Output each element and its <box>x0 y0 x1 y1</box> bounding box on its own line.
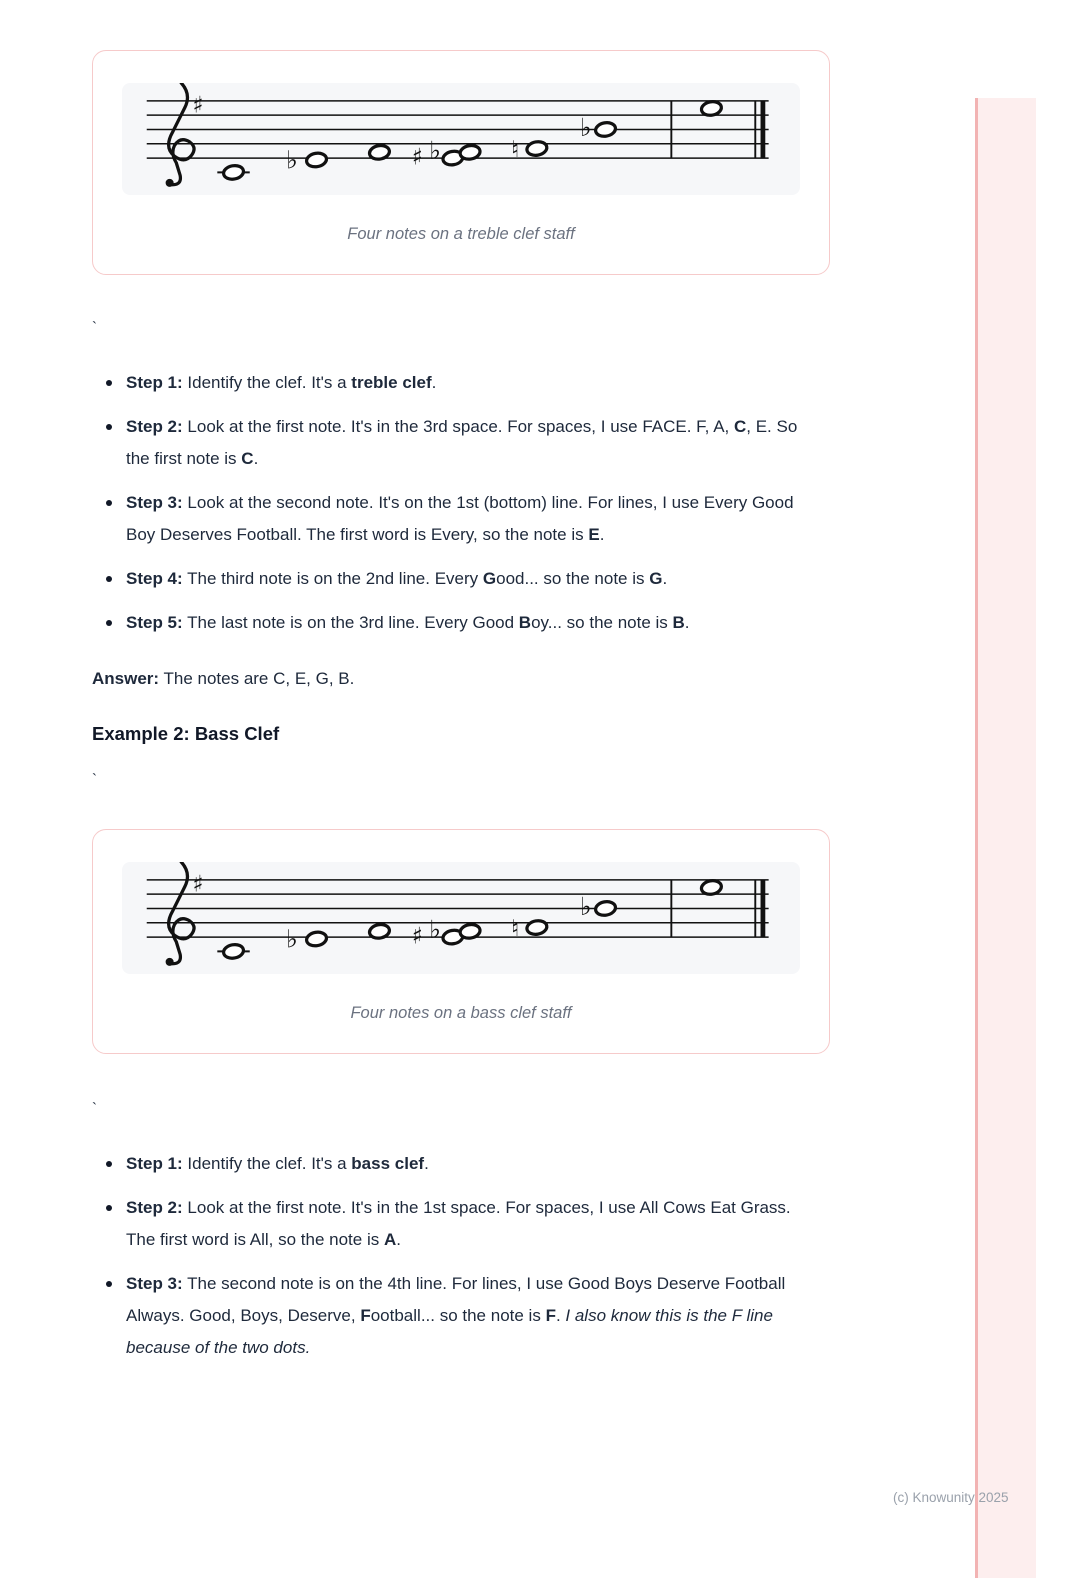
text-segment: E <box>588 525 600 544</box>
text-segment: Identify the clef. It's a <box>182 1154 352 1173</box>
staff-image-bass <box>122 862 800 974</box>
whole-note <box>594 121 616 138</box>
sharp-accidental: ♯ <box>411 144 423 171</box>
music-staff-svg <box>134 862 789 974</box>
natural-accidental: ♮ <box>510 137 519 164</box>
text-segment: F <box>360 1306 371 1325</box>
text-segment: . <box>684 613 690 632</box>
text-segment: bass clef <box>351 1154 425 1173</box>
text-segment: Step 1: <box>126 373 183 392</box>
document-page <box>0 50 1080 1578</box>
treble-clef-glyph <box>165 83 193 187</box>
text-segment: ood... so the note is <box>496 569 650 588</box>
whole-note <box>700 100 722 117</box>
page-edge-band <box>978 98 1036 1578</box>
treble-clef-glyph <box>165 862 193 966</box>
text-segment: Look at the first note. It's in the 1st space. For spaces, I use All Cows Eat Grass. The first word is All, so the note is <box>126 1198 791 1249</box>
figure-caption: Four notes on a bass clef staff <box>350 1004 572 1022</box>
text-segment: , E. So the first note is <box>126 417 798 468</box>
text-segment: . <box>253 449 259 468</box>
music-staff-svg <box>134 83 789 195</box>
flat-accidental: ♭ <box>579 113 591 143</box>
text-segment: B <box>518 613 532 632</box>
text-segment: Step 4: <box>126 569 183 588</box>
flat-accidental: ♭ <box>285 924 298 954</box>
text-segment: Step 3: <box>126 1274 183 1293</box>
whole-note <box>222 943 244 960</box>
step-item <box>104 1148 816 1180</box>
step-item <box>104 1268 816 1364</box>
whole-note <box>525 140 547 157</box>
flat-accidental: ♭ <box>428 915 441 945</box>
stray-backtick: ` <box>92 319 97 336</box>
copyright-notice: (c) Knowunity 2025 <box>893 1490 1009 1505</box>
text-segment: . <box>599 525 605 544</box>
figure-card-treble <box>92 50 830 275</box>
text-segment: The third note is on the 2nd line. Every <box>182 569 483 588</box>
text-segment: B <box>672 613 685 632</box>
text-segment: Look at the second note. It's on the 1st (bottom) line. For lines, I use Every Good Boy Deserves Football. The first word is Every, so the note is <box>126 493 794 544</box>
step-item <box>104 367 816 399</box>
whole-note <box>594 900 616 917</box>
text-segment: A <box>383 1230 397 1249</box>
text-segment: Step 2: <box>126 417 183 436</box>
step-item <box>104 411 816 475</box>
steps-list-example1 <box>104 367 816 639</box>
figure-caption: Four notes on a treble clef staff <box>347 225 575 243</box>
text-segment: ootball... so the note is <box>370 1306 546 1325</box>
whole-note <box>305 931 327 948</box>
text-segment: The notes are C, E, G, B. <box>159 669 355 688</box>
staff-image-treble <box>122 83 800 195</box>
text-segment: . <box>431 373 437 392</box>
step-item <box>104 487 816 551</box>
figure-card-bass <box>92 829 830 1054</box>
step-item <box>104 1192 816 1256</box>
page-edge-line <box>975 98 978 1578</box>
text-segment: C <box>241 449 254 468</box>
text-segment: Step 3: <box>126 493 183 512</box>
text-segment: C <box>733 417 747 436</box>
text-segment: Step 5: <box>126 613 183 632</box>
stray-backtick: ` <box>92 771 97 788</box>
flat-accidental: ♭ <box>579 892 591 922</box>
whole-note <box>305 152 327 169</box>
natural-accidental: ♮ <box>510 916 519 943</box>
whole-note <box>222 164 244 181</box>
text-segment: Answer: <box>92 669 160 688</box>
whole-note <box>525 919 547 936</box>
steps-list-example2 <box>104 1148 816 1364</box>
text-segment: G <box>482 569 497 588</box>
example2-heading: Example 2: Bass Clef <box>92 723 280 744</box>
whole-note <box>700 879 722 896</box>
text-segment: I also know this is the F line because of the two dots. <box>126 1306 773 1357</box>
text-segment: . <box>424 1154 429 1173</box>
text-segment: . <box>555 1306 566 1325</box>
flat-accidental: ♭ <box>428 136 441 166</box>
text-segment: Step 1: <box>126 1154 183 1173</box>
step-item <box>104 607 816 639</box>
stray-backtick: ` <box>92 1100 97 1117</box>
text-segment: . <box>396 1230 401 1249</box>
key-signature-sharp: ♯ <box>192 871 204 898</box>
sharp-accidental: ♯ <box>411 923 423 950</box>
text-segment: Step 2: <box>126 1198 183 1217</box>
text-segment: The last note is on the 3rd line. Every Good <box>182 613 519 632</box>
text-segment: G <box>649 569 663 588</box>
text-segment: oy... so the note is <box>531 613 673 632</box>
answer-text <box>92 663 812 695</box>
text-segment: Identify the clef. It's a <box>182 373 352 392</box>
text-segment: treble clef <box>351 373 432 392</box>
text-segment: Look at the first note. It's in the 3rd space. For spaces, I use FACE. F, A, <box>182 417 734 436</box>
key-signature-sharp: ♯ <box>192 92 204 119</box>
staff-lines <box>146 101 768 158</box>
text-segment: The second note is on the 4th line. For lines, I use Good Boys Deserve Football Always. Good, Boys, Deserve, <box>126 1274 786 1325</box>
staff-lines <box>146 880 768 937</box>
text-segment: . <box>662 569 668 588</box>
text-segment: F <box>545 1306 556 1325</box>
step-item <box>104 563 816 595</box>
flat-accidental: ♭ <box>285 145 298 175</box>
